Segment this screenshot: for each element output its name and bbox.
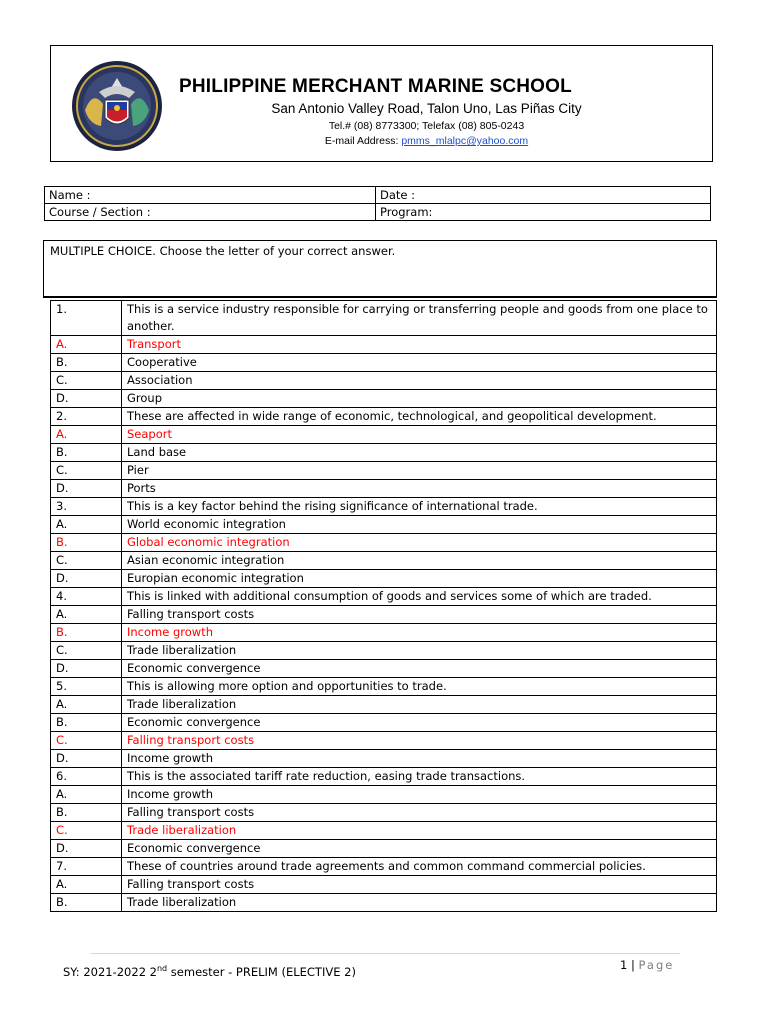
instructions-box xyxy=(43,240,717,298)
choice-letter: B. xyxy=(51,804,122,822)
footer-divider xyxy=(90,953,680,954)
school-email-line xyxy=(51,135,712,147)
question-number: 1. xyxy=(51,301,122,336)
question-number: 6. xyxy=(51,768,122,786)
choice-text: Trade liberalization xyxy=(122,642,717,660)
school-phone: Tel.# (08) 8773300; Telefax (08) 805-0243 xyxy=(328,120,525,132)
choice-letter: D. xyxy=(51,840,122,858)
choice-row[interactable] xyxy=(51,660,717,678)
footer-sup: nd xyxy=(156,964,168,973)
question-row xyxy=(51,858,717,876)
choice-letter: B. xyxy=(51,894,122,912)
questions-table xyxy=(50,300,717,912)
choice-row[interactable] xyxy=(51,606,717,624)
choice-row[interactable] xyxy=(51,750,717,768)
choice-text: Pier xyxy=(122,462,717,480)
choice-text: World economic integration xyxy=(122,516,717,534)
correct-choice-row[interactable] xyxy=(51,336,717,354)
choice-text: Income growth xyxy=(122,750,717,768)
question-text: These are affected in wide range of economic, technological, and geopolitical development. xyxy=(122,408,717,426)
choice-letter: C. xyxy=(51,552,122,570)
correct-choice-row[interactable] xyxy=(51,822,717,840)
choice-row[interactable] xyxy=(51,840,717,858)
choice-letter: D. xyxy=(51,390,122,408)
choice-letter: D. xyxy=(51,480,122,498)
school-header xyxy=(50,45,713,162)
choice-letter: B. xyxy=(51,444,122,462)
choice-letter: A. xyxy=(51,786,122,804)
page-number xyxy=(620,958,674,972)
choice-row[interactable] xyxy=(51,480,717,498)
choice-text: Falling transport costs xyxy=(122,606,717,624)
correct-choice-row[interactable] xyxy=(51,732,717,750)
choice-row[interactable] xyxy=(51,804,717,822)
instructions-text: MULTIPLE CHOICE. Choose the letter of your correct answer. xyxy=(50,244,396,258)
choice-row[interactable] xyxy=(51,714,717,732)
email-link[interactable]: pmms_mlalpc@yahoo.com xyxy=(401,135,529,147)
choice-text: Falling transport costs xyxy=(122,732,717,750)
choice-text: Europian economic integration xyxy=(122,570,717,588)
choice-text: Land base xyxy=(122,444,717,462)
choice-text: Asian economic integration xyxy=(122,552,717,570)
footer-semester xyxy=(63,964,356,979)
page-separator: | xyxy=(627,958,639,972)
correct-choice-row[interactable] xyxy=(51,624,717,642)
choice-text: Trade liberalization xyxy=(122,696,717,714)
choice-letter: C. xyxy=(51,372,122,390)
question-row xyxy=(51,678,717,696)
choice-letter: D. xyxy=(51,750,122,768)
choice-text: Ports xyxy=(122,480,717,498)
choice-text: Trade liberalization xyxy=(122,822,717,840)
choice-letter: A. xyxy=(51,876,122,894)
choice-text: Transport xyxy=(122,336,717,354)
choice-row[interactable] xyxy=(51,786,717,804)
choice-letter: A. xyxy=(51,606,122,624)
choice-text: Falling transport costs xyxy=(122,876,717,894)
choice-row[interactable] xyxy=(51,696,717,714)
question-number: 2. xyxy=(51,408,122,426)
question-text: This is the associated tariff rate reduction, easing trade transactions. xyxy=(122,768,717,786)
choice-text: Association xyxy=(122,372,717,390)
program-field[interactable]: Program: xyxy=(376,204,711,221)
choice-letter: A. xyxy=(51,336,122,354)
question-number: 3. xyxy=(51,498,122,516)
footer-sy: SY: 2021-2022 2 xyxy=(63,964,157,979)
footer-term: semester - PRELIM (ELECTIVE 2) xyxy=(167,964,356,979)
school-address: San Antonio Valley Road, Talon Uno, Las Piñas City xyxy=(271,101,582,116)
email-label: E-mail Address: xyxy=(324,135,399,147)
choice-row[interactable] xyxy=(51,372,717,390)
choice-row[interactable] xyxy=(51,354,717,372)
school-name: PHILIPPINE MERCHANT MARINE SCHOOL xyxy=(179,76,572,97)
choice-text: Income growth xyxy=(122,624,717,642)
choice-letter: C. xyxy=(51,732,122,750)
page-number-value: 1 xyxy=(620,958,628,972)
question-number: 4. xyxy=(51,588,122,606)
question-text: This is a key factor behind the rising significance of international trade. xyxy=(122,498,717,516)
choice-row[interactable] xyxy=(51,390,717,408)
choice-letter: C. xyxy=(51,642,122,660)
choice-row[interactable] xyxy=(51,876,717,894)
question-number: 5. xyxy=(51,678,122,696)
choice-row[interactable] xyxy=(51,894,717,912)
choice-letter: A. xyxy=(51,516,122,534)
question-row xyxy=(51,301,717,336)
choice-letter: B. xyxy=(51,624,122,642)
choice-text: Cooperative xyxy=(122,354,717,372)
choice-text: Economic convergence xyxy=(122,840,717,858)
question-text: These of countries around trade agreements and common command commercial policies. xyxy=(122,858,717,876)
student-info-table xyxy=(44,186,711,221)
choice-text: Seaport xyxy=(122,426,717,444)
choice-row[interactable] xyxy=(51,642,717,660)
choice-text: Global economic integration xyxy=(122,534,717,552)
choice-letter: A. xyxy=(51,426,122,444)
choice-text: Group xyxy=(122,390,717,408)
page-word: Page xyxy=(638,958,675,972)
choice-letter: A. xyxy=(51,696,122,714)
choice-letter: B. xyxy=(51,534,122,552)
question-number: 7. xyxy=(51,858,122,876)
question-row xyxy=(51,768,717,786)
choice-text: Falling transport costs xyxy=(122,804,717,822)
choice-letter: D. xyxy=(51,570,122,588)
name-field[interactable]: Name : xyxy=(45,187,376,204)
question-text: This is a service industry responsible for carrying or transferring people and goods from one place to another. xyxy=(122,301,717,336)
question-text: This is allowing more option and opportunities to trade. xyxy=(122,678,717,696)
choice-row[interactable] xyxy=(51,444,717,462)
correct-choice-row[interactable] xyxy=(51,534,717,552)
choice-text: Economic convergence xyxy=(122,660,717,678)
question-row xyxy=(51,588,717,606)
course-section-field[interactable]: Course / Section : xyxy=(45,204,376,221)
choice-row[interactable] xyxy=(51,570,717,588)
choice-letter: C. xyxy=(51,462,122,480)
choice-text: Economic convergence xyxy=(122,714,717,732)
choice-text: Income growth xyxy=(122,786,717,804)
question-row xyxy=(51,408,717,426)
choice-row[interactable] xyxy=(51,552,717,570)
choice-row[interactable] xyxy=(51,516,717,534)
choice-letter: D. xyxy=(51,660,122,678)
choice-letter: B. xyxy=(51,714,122,732)
choice-row[interactable] xyxy=(51,462,717,480)
date-field[interactable]: Date : xyxy=(376,187,711,204)
correct-choice-row[interactable] xyxy=(51,426,717,444)
choice-letter: C. xyxy=(51,822,122,840)
question-row xyxy=(51,498,717,516)
question-text: This is linked with additional consumption of goods and services some of which are traded. xyxy=(122,588,717,606)
choice-text: Trade liberalization xyxy=(122,894,717,912)
choice-letter: B. xyxy=(51,354,122,372)
